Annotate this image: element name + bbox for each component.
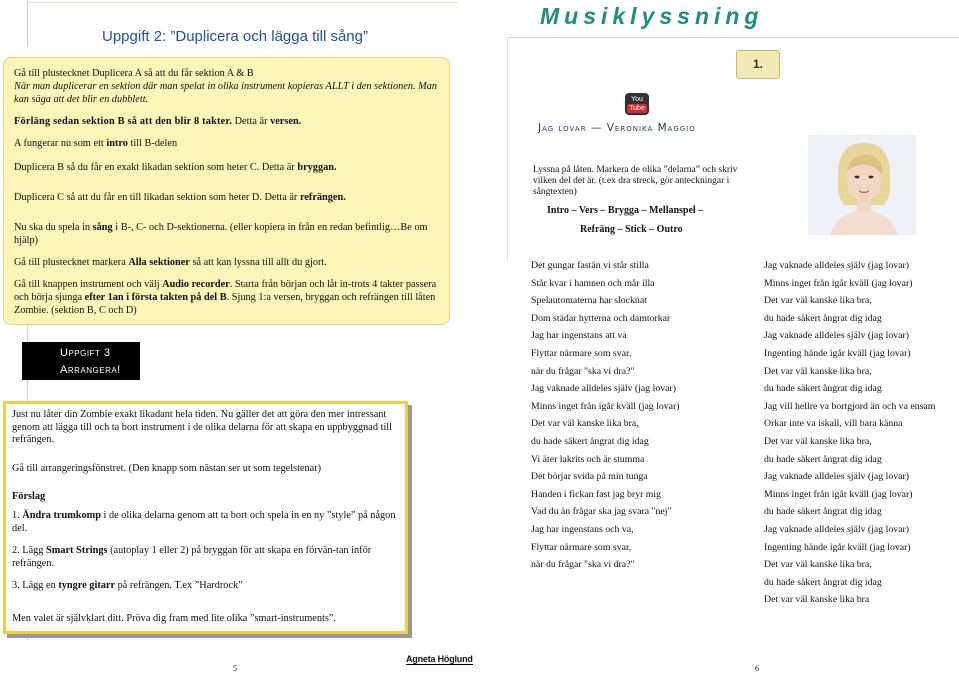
top-rule <box>27 2 459 3</box>
task2-p4-bold: intro <box>106 138 128 149</box>
youtube-icon-bottom: Tube <box>629 105 645 112</box>
lyric-line: Flyttar närmare som svar, <box>531 541 632 553</box>
lyric-line: Jag vaknade alldeles själv (jag lovar) <box>764 523 909 535</box>
lyric-line: du hade säkert ångrat dig idag <box>531 435 649 447</box>
listening-header: Musiklyssning <box>540 3 764 29</box>
task3-label <box>22 342 140 380</box>
task2-p9-bold: Audio recorder <box>162 279 230 290</box>
task3-box <box>3 401 408 634</box>
artist-photo-illustration <box>808 135 916 235</box>
lyric-line: Ingenting hände igår kväll (jag lovar) <box>764 541 911 553</box>
lyric-line: du hade säkert ångrat dig idag <box>764 576 882 588</box>
task2-p6-bold: refrängen. <box>299 192 346 203</box>
lyric-line: Det var väl kanske lika bra, <box>531 418 639 430</box>
task3-label-line1: Uppgift 3 <box>60 347 111 359</box>
task2-p8-pre: Gå till plustecknet markera <box>14 257 129 268</box>
task2-p9-post2: . Sjung 1:a versen, bryggan och refrängen till låten Zombie. (sektion B, C och D) <box>14 292 436 316</box>
lyric-line: Minns inget från igår kväll (jag lovar) <box>531 400 680 412</box>
lyrics-column-1 <box>531 257 680 574</box>
lyric-line: Står kvar i hamnen och mår illa <box>531 277 655 289</box>
task3-intro: Just nu låter din Zombie exakt likadant hela tiden. Nu gäller det att göra den mer intressant genom att lägga till och ta bort instrument i de olika delarna för att skapa en uppbyggnad till refrängen. <box>12 409 393 446</box>
lyric-line: Vad du än frågar ska jag svara "nej" <box>531 506 672 518</box>
lyric-line: Minns inget från igår kväll (jag lovar) <box>764 277 913 289</box>
task3-s2-bold: Smart Strings <box>46 545 108 557</box>
header-rule <box>507 37 959 38</box>
lyric-line: Det var väl kanske lika bra, <box>764 365 872 377</box>
song-title: Jag lovar — Veronika Maggio <box>538 122 696 134</box>
task3-s3 <box>12 580 399 593</box>
task2-p8 <box>14 256 449 269</box>
task2-p4-pre: A fungerar nu som ett <box>14 138 107 149</box>
lyric-line: Dom städar hytterna och damtorkar <box>531 312 671 324</box>
song-parts-line2: Refräng – Stick – Outro <box>580 224 683 235</box>
lyric-line: Det var väl kanske lika bra, <box>764 559 872 571</box>
task2-p3-suffix: Detta är <box>232 116 271 127</box>
task3-s1-post: i de olika delarna genom att ta bort och spela in en ny ”style” på någon del. <box>12 509 396 534</box>
lyric-line: du hade säkert ångrat dig idag <box>764 453 882 465</box>
task3-s2 <box>12 545 399 570</box>
task2-p3-bold-end: versen. <box>270 116 302 127</box>
left-margin-rule-top <box>27 0 28 47</box>
task2-p9-pre: Gå till knappen instrument och välj <box>14 279 163 290</box>
header-vertical-rule <box>507 37 508 262</box>
lyric-line: du hade säkert ångrat dig idag <box>764 312 882 324</box>
task3-s3-bold: tyngre gitarr <box>58 580 116 592</box>
lyric-line: Jag vaknade alldeles själv (jag lovar) <box>764 330 909 342</box>
task2-p7 <box>14 221 449 247</box>
task3-s1 <box>12 510 399 535</box>
lyric-line: Det gungar fastän vi står stilla <box>531 260 649 271</box>
exercise-number-badge: 1. <box>736 50 780 79</box>
task3-forslag-label: Förslag <box>12 491 46 503</box>
lyric-line: Det var väl kanske lika bra, <box>764 435 872 447</box>
lyric-line: när du frågar "ska vi dra?" <box>531 559 635 571</box>
task2-p5 <box>14 161 449 174</box>
lyric-line: Jag vaknade alldeles själv (jag lovar) <box>764 471 909 483</box>
lyric-line: Minns inget från igår kväll (jag lovar) <box>764 488 913 500</box>
task2-p5-pre: Duplicera B så du får en exakt likadan sektion som heter C. Detta är <box>14 162 298 173</box>
lyric-line: Jag vaknade alldeles själv (jag lovar) <box>531 383 676 395</box>
lyric-line: du hade säkert ångrat dig idag <box>764 383 882 395</box>
lyric-line: Handen i fickan fast jag bryr mig <box>531 488 662 500</box>
task2-box <box>3 57 450 325</box>
lyric-line: Det börjar svida på min tunga <box>531 471 648 483</box>
task2-p7-pre: Nu ska du spela in <box>14 222 93 233</box>
lyric-line: Det var väl kanske lika bra, <box>764 295 872 307</box>
task2-p7-post: i B-, C- och D-sektionerna. (eller kopiera in från en redan befintlig…Be om hjälp) <box>14 222 428 246</box>
task2-p3 <box>14 115 449 128</box>
task2-p9 <box>14 278 449 317</box>
lyric-line: Jag har ingenstans och va, <box>531 523 634 535</box>
task3-forslag <box>12 491 399 504</box>
lyrics-column-2 <box>764 257 935 609</box>
task3-s3-post: på refrängen. T.ex ”Hardrock” <box>115 580 243 592</box>
task2-p7-bold: sång <box>92 222 113 233</box>
lyric-line: Jag vaknade alldeles själv (jag lovar) <box>764 260 909 271</box>
page-number-left: 5 <box>233 664 237 673</box>
task2-p3-bold: Förläng sedan sektion B så att den blir 8 takter. <box>14 116 233 127</box>
task3-label-line2: Arrangera! <box>60 364 121 376</box>
task2-p9-post: . Starta från början och låt in-trots 4 takter passera och börja sjunga <box>14 279 437 303</box>
task2-p4 <box>14 137 449 150</box>
task2-p8-bold: Alla sektioner <box>128 257 190 268</box>
lyric-line: Jag vill hellre va bortgjord än och va ensam <box>764 400 936 412</box>
task2-p5-bold: bryggan. <box>297 162 337 173</box>
task3-s1-pre: 1. <box>12 509 23 521</box>
task3-s2-pre: 2. Lägg <box>12 545 47 557</box>
lyric-line: Vi äter lakrits och är stumma <box>531 453 645 465</box>
lyric-line: Flyttar närmare som svar, <box>531 347 632 359</box>
song-parts-line1: Intro – Vers – Brygga – Mellanspel – <box>547 205 704 216</box>
task2-p8-post: så att kan lyssna till allt du gjort. <box>189 257 327 268</box>
author-signature: Agneta Höglund <box>406 654 473 664</box>
lyric-line: Spelautomaterna har slocknat <box>531 295 647 307</box>
listening-instructions: Lyssna på låten. Markera de olika ”delarna” och skriv vilken del det är. (t.ex dra streck, gör anteckningar i sångtexten) <box>533 165 738 197</box>
youtube-icon[interactable] <box>625 93 649 115</box>
task3-s3-pre: 3. Lägg en <box>12 580 59 592</box>
page-number-right: 6 <box>755 664 759 673</box>
task3-closing: Men valet är självklart ditt. Pröva dig fram med lite olika ”smart-instruments”. <box>12 612 336 624</box>
lyric-line: Ingenting hände igår kväll (jag lovar) <box>764 347 911 359</box>
lyric-line: Orkar inte va iskall, vill bara känna <box>764 418 903 430</box>
lyric-line: när du frågar "ska vi dra?" <box>531 365 635 377</box>
task2-p6-pre: Duplicera C så att du får en till likadan sektion som heter D. Detta är <box>14 192 300 203</box>
lyric-line: Det var väl kanske lika bra <box>764 594 870 606</box>
artist-photo <box>808 135 916 235</box>
lyric-line: du hade säkert ångrat dig idag <box>764 506 882 518</box>
lyric-line: Jag har ingenstans att va <box>531 330 627 342</box>
youtube-icon-top: You <box>631 96 643 103</box>
task3-s2-post: (autoplay 1 eller 2) på bryggan för att skapa en förvän-tan inför refrängen. <box>12 545 372 569</box>
task3-goto: Gå till arrangeringsfönstret. (Den knapp som nästan ser ut som tegelstenar) <box>12 462 322 474</box>
task2-p2: När man duplicerar en sektion där man spelat in olika instrument kopieras ALLT i den sektionen. Man kan säga att det blir en dubblett. <box>14 81 437 105</box>
task2-p9-bold2: efter 1an i första takten på del B <box>84 292 227 303</box>
task3-s1-bold: Ändra trumkomp <box>22 509 101 521</box>
task2-p1: Gå till plustecknet Duplicera A så att du får sektion A & B <box>14 68 254 79</box>
task2-p6 <box>14 191 449 204</box>
task2-p4-post: till B-delen <box>127 138 178 149</box>
task2-title: Uppgift 2: ”Duplicera och lägga till sång” <box>102 28 368 45</box>
